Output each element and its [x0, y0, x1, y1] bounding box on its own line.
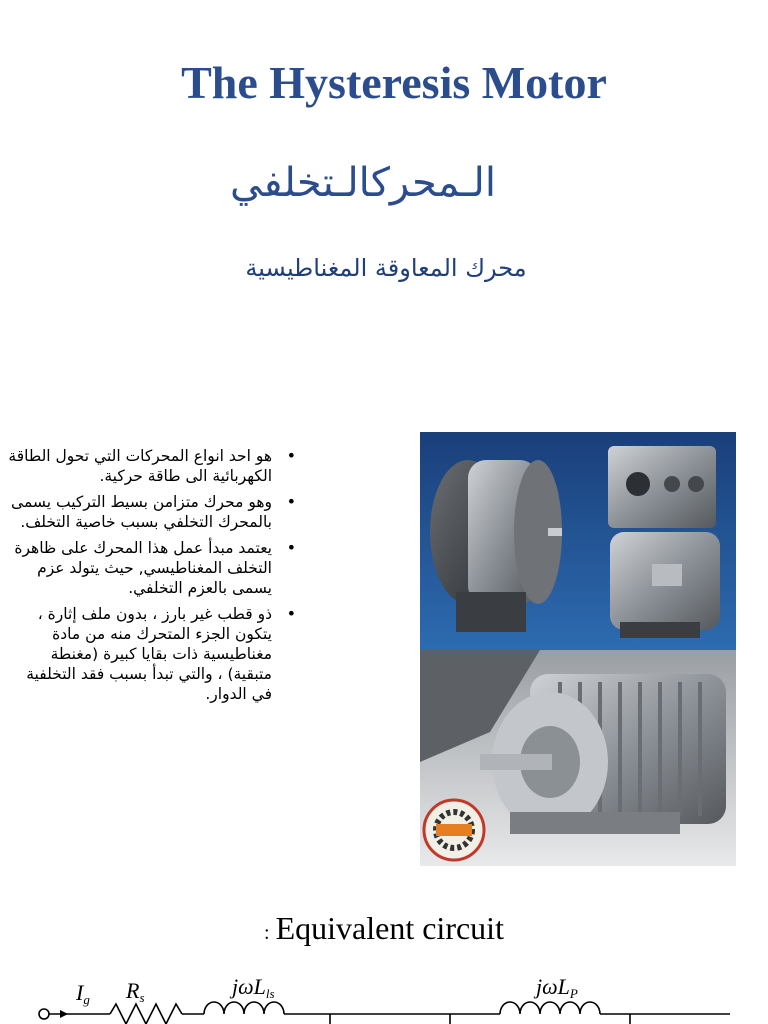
bullet-text: هو احد انواع المحركات التي تحول الطاقة الكهربائية الى طاقة حركية.	[8, 447, 272, 485]
bullet-icon: •	[286, 604, 296, 623]
label-rs: Rs	[126, 978, 145, 1005]
bullet-icon: •	[286, 446, 296, 465]
bullet-text: ذو قطب غير بارز ، بدون ملف إثارة ، يتكون الجزء المتحرك منه من مادة مغناطيسية ذات بقايا كبيرة (مغنطة متبقية) ، والتي تبدأ بسبب فقد التخلفية في الدوار.	[26, 605, 272, 703]
bullet-item	[6, 538, 310, 598]
bullet-icon: •	[286, 492, 296, 511]
equivalent-circuit-heading	[0, 910, 768, 947]
inductor-lls	[204, 1002, 284, 1014]
bullet-icon: •	[286, 538, 296, 557]
current-arrow-icon	[60, 1010, 68, 1018]
heading-colon: :	[264, 922, 270, 944]
label-jwlp: jωLP	[536, 974, 578, 1001]
terminal-node	[39, 1009, 49, 1019]
equivalent-circuit-diagram	[30, 968, 750, 1024]
label-ig: Ig	[76, 980, 90, 1007]
inductor-lp	[500, 1002, 600, 1014]
motor-illustration	[420, 432, 736, 866]
bullet-list	[6, 446, 310, 710]
heading-text: Equivalent circuit	[275, 910, 504, 946]
bullet-text: يعتمد مبدأ عمل هذا المحرك على ظاهرة التخلف المغناطيسي, حيث يتولد عزم يسمى بالعزم التخلفي.	[14, 539, 272, 597]
arabic-subtitle: محرك المعاوقة المغناطيسية	[245, 254, 527, 282]
bullet-item	[6, 604, 310, 704]
label-jwlls: jωLls	[232, 974, 275, 1001]
bullet-item	[6, 446, 310, 486]
bullet-item	[6, 492, 310, 532]
arabic-title: الـمحركالـتخلفي	[230, 160, 496, 206]
bullet-text: وهو محرك متزامن بسيط التركيب يسمى بالمحرك التخلفي بسبب خاصية التخلف.	[11, 493, 272, 531]
slide-title: The Hysteresis Motor	[181, 57, 607, 108]
motor-photo	[420, 432, 736, 866]
resistor-rs	[110, 1004, 182, 1024]
